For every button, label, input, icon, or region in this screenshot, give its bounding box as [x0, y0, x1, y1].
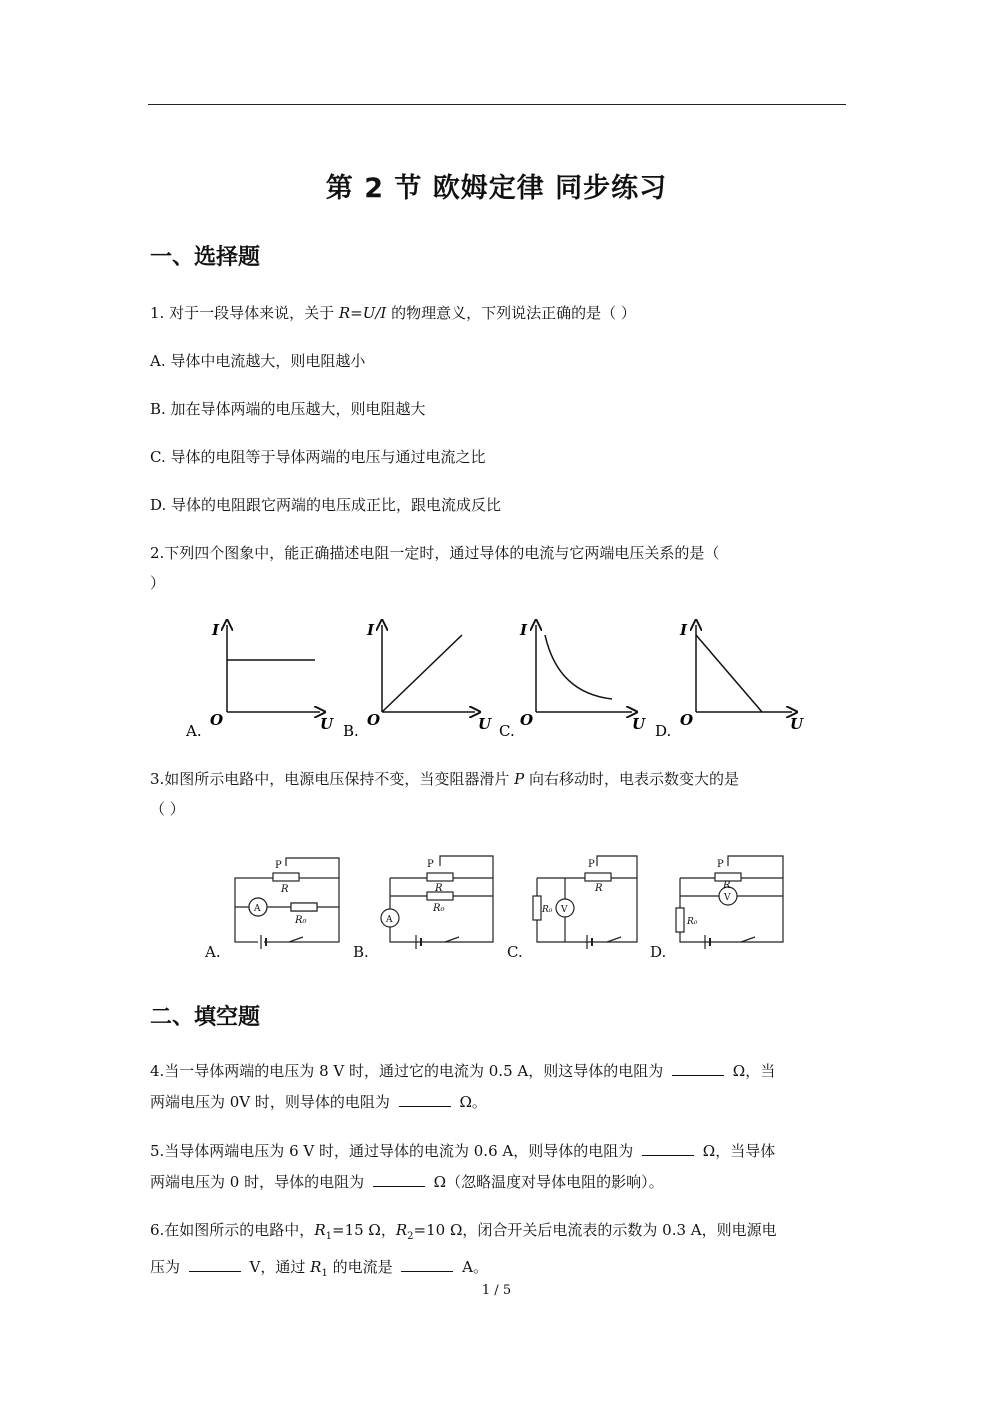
q5-text-b: Ω，当导体 [698, 1142, 776, 1160]
circuit-a-rheostat: R [281, 884, 289, 895]
circuit-d-voltmeter: V [724, 893, 731, 903]
q4-blank-2[interactable] [399, 1092, 451, 1107]
graph-a-label: A. [186, 722, 202, 740]
q6-r1-ref: R [310, 1258, 322, 1276]
circuit-a-label: A. [205, 943, 221, 961]
question-6 [150, 1215, 845, 1289]
q6-r1-sub: 1 [325, 1231, 332, 1242]
circuit-d-label: D. [650, 943, 667, 961]
circuit-b-resistor: R₀ [433, 903, 445, 914]
graph-d-origin: O [680, 711, 694, 729]
circuit-c-rheostat: R [595, 883, 603, 894]
q1-option-c: C. 导体的电阻等于导体两端的电压与通过电流之比 [150, 448, 486, 466]
q1-option-a: A. 导体中电流越大，则电阻越小 [150, 352, 366, 370]
section-choice-heading: 一、选择题 [150, 245, 261, 270]
graph-b-line [382, 635, 462, 712]
graph-b-origin: O [367, 711, 381, 729]
q6-blank-1[interactable] [189, 1257, 241, 1272]
graph-c-curve [545, 635, 612, 699]
q5-text-a: 5.当导体两端电压为 6 V 时，通过导体的电流为 0.6 A，则导体的电阻为 [150, 1142, 638, 1160]
graph-c-ylabel: I [520, 621, 528, 639]
q6-r2: R [395, 1221, 408, 1239]
q6-text-f: 的电流是 [327, 1258, 398, 1276]
graph-a-origin: O [210, 711, 224, 729]
circuit-b-rheostat: R [435, 883, 443, 894]
q5-text-d: Ω（忽略温度对导体电阻的影响）。 [428, 1173, 664, 1191]
circuit-b-label: B. [353, 943, 369, 961]
graph-a-ylabel: I [212, 621, 220, 639]
header-rule [148, 104, 846, 105]
graph-a-xlabel: U [320, 715, 334, 733]
q6-r1: R [314, 1221, 326, 1239]
page-title: 第 2 节 欧姆定律 同步练习 [325, 173, 668, 204]
page-number: 1 / 5 [481, 1283, 512, 1298]
q6-r1-ref-sub: 1 [321, 1268, 328, 1279]
q2-graphs [180, 615, 820, 745]
graph-b-label: B. [343, 722, 359, 740]
graph-b [343, 621, 492, 740]
q6-text-a: 6.在如图所示的电路中， [150, 1221, 315, 1239]
graph-c-label: C. [499, 722, 515, 740]
circuit-c-resistor: R₀ [542, 905, 553, 915]
q4-text-d: Ω。 [454, 1093, 487, 1111]
q1-option-d: D. 导体的电阻跟它两端的电压成正比，跟电流成反比 [150, 496, 502, 514]
circuit-b-ammeter: A [386, 915, 393, 925]
q3-slider-symbol: P [514, 770, 525, 788]
circuit-a-slider: P [275, 860, 282, 871]
graph-b-xlabel: U [478, 715, 492, 733]
q3-stem-b: 向右移动时，电表示数变大的是 [524, 770, 739, 788]
q1-formula: R=U/I [338, 304, 387, 322]
circuit-a [235, 858, 339, 949]
circuit-a-ammeter: A [254, 904, 261, 914]
graph-b-ylabel: I [367, 621, 375, 639]
graph-d-xlabel: U [790, 715, 804, 733]
circuit-a-resistor: R₀ [295, 915, 307, 926]
q6-text-c: 压为 [150, 1258, 185, 1276]
graph-c-xlabel: U [632, 715, 646, 733]
q4-blank-1[interactable] [672, 1061, 724, 1076]
question-1 [150, 302, 636, 323]
q1-stem-a: 1. 对于一段导体来说，关于 [150, 304, 339, 322]
q6-r1-value: =15 Ω， [332, 1221, 396, 1239]
circuit-c [533, 856, 637, 949]
q5-blank-2[interactable] [373, 1172, 425, 1187]
question-5 [150, 1136, 845, 1198]
graph-d [655, 621, 804, 740]
circuit-c-slider: P [588, 859, 595, 870]
q4-text-a: 4.当一导体两端的电压为 8 V 时，通过它的电流为 0.5 A，则这导体的电阻为 [150, 1062, 668, 1080]
graph-d-line [696, 635, 762, 712]
q6-r2-value: =10 Ω，闭合开关后电流表的示数为 0.3 A，则电源电 [413, 1221, 777, 1239]
q1-stem-b: 的物理意义，下列说法正确的是（ ） [386, 304, 636, 322]
circuit-d-slider: P [717, 859, 724, 870]
question-2-line1: 2.下列四个图象中，能正确描述电阻一定时，通过导体的电流与它两端电压关系的是（ [150, 544, 720, 562]
circuit-d-resistor: R₀ [687, 917, 698, 927]
q6-blank-2[interactable] [401, 1257, 453, 1272]
circuit-c-label: C. [507, 943, 523, 961]
graph-a [185, 621, 334, 740]
q1-option-b: B. 加在导体两端的电压越大，则电阻越大 [150, 400, 426, 418]
q4-text-b: Ω，当 [728, 1062, 776, 1080]
graph-c-origin: O [520, 711, 534, 729]
q3-circuits [195, 848, 795, 968]
question-4 [150, 1056, 845, 1118]
q5-blank-1[interactable] [642, 1141, 694, 1156]
q6-text-d: V，通过 [244, 1258, 311, 1276]
q6-r2-sub: 2 [407, 1231, 414, 1242]
question-3-line2: （ ） [150, 800, 185, 818]
graph-d-ylabel: I [680, 621, 688, 639]
graph-c [499, 621, 646, 740]
circuit-d-rheostat: R [723, 880, 731, 891]
q6-text-g: A。 [457, 1258, 488, 1276]
q5-text-c: 两端电压为 0 时，导体的电阻为 [150, 1173, 369, 1191]
question-2-line2: ） [150, 574, 166, 592]
q4-text-c: 两端电压为 0V 时，则导体的电阻为 [150, 1093, 395, 1111]
section-fill-heading: 二、填空题 [150, 1005, 261, 1030]
circuit-b-slider: P [427, 859, 434, 870]
graph-d-label: D. [655, 722, 672, 740]
question-3-line1 [150, 768, 739, 789]
q3-stem-a: 3.如图所示电路中，电源电压保持不变，当变阻器滑片 [150, 770, 515, 788]
circuit-c-voltmeter: V [561, 905, 568, 915]
